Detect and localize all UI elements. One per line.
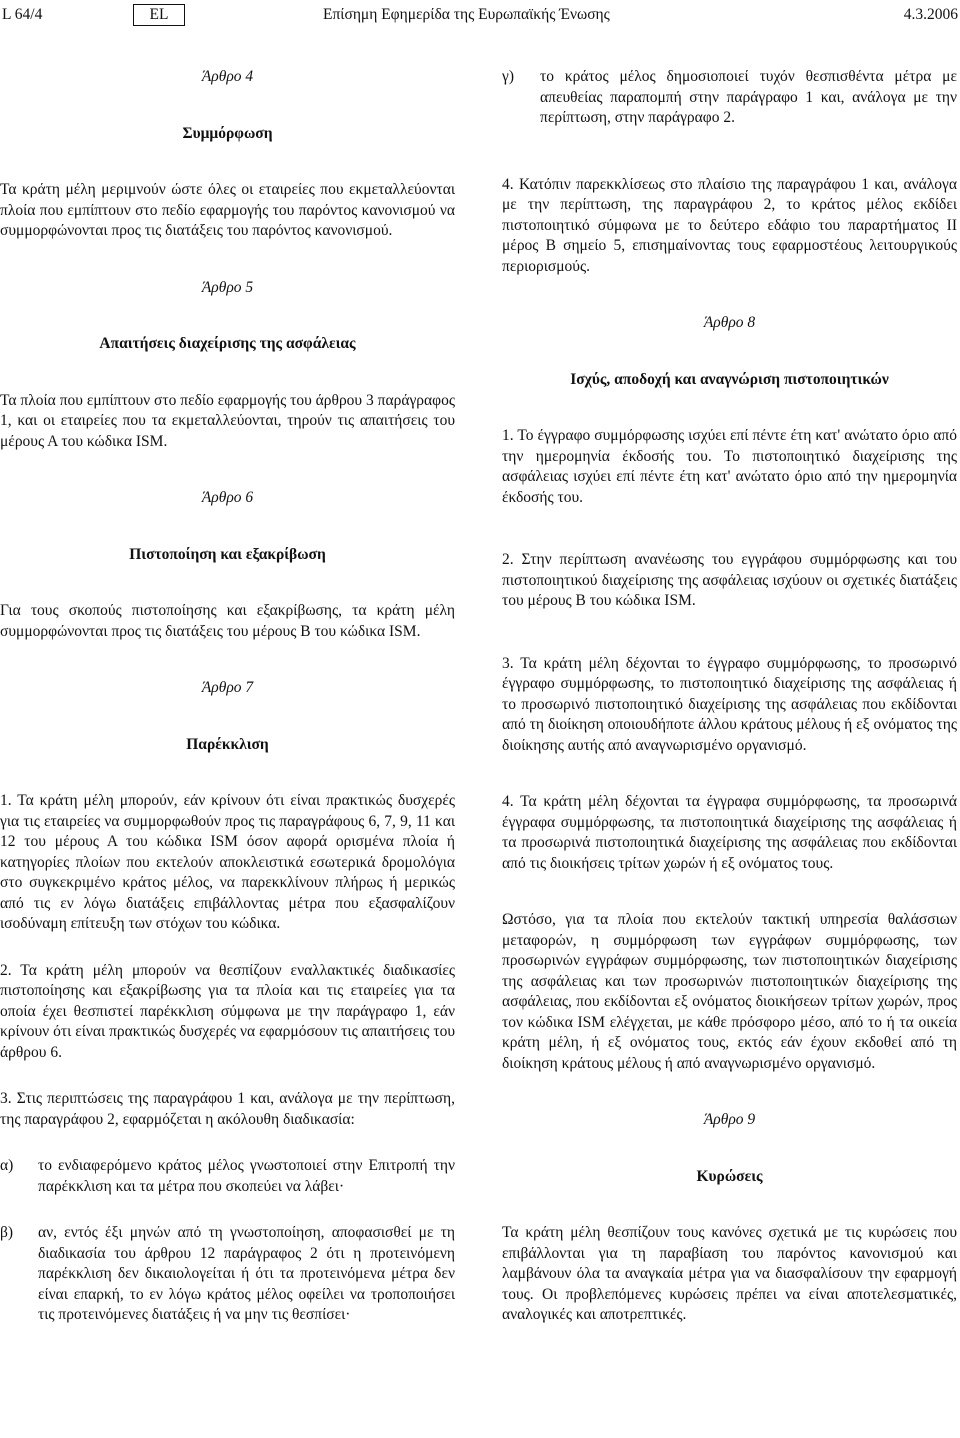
- right-column: [502, 62, 957, 1326]
- article-5-paragraph: Τα πλοία που εμπίπτουν στο πεδίο εφαρμογής του άρθρου 3 παράγραφος 1, και οι εταιρείες που τα εκμεταλλεύονται, τηρούν τις απαιτήσεις του μέρους Α του κώδικα ISM.: [0, 391, 455, 450]
- article-7-paragraph-1: 1. Τα κράτη μέλη μπορούν, εάν κρίνουν ότι είναι πρακτικώς δυσχερές για τις εταιρείες να συμμορφωθούν προς τις παραγράφους 6, 7, 9, 11 και 12 του μέρους Α του κώδικα ISM όσον αφορά ορισμένα πλοία ή κατηγορίες πλοίων που εκτελούν αποκλειστικά εσωτερικά δρομολόγια στο συγκεκριμένο κράτος μέλος, να παρεκκλίνουν πλήρως ή μερικώς από τις εν λόγω διατάξεις επιβάλλοντας μέτρα που εξασφαλίζουν ισοδύναμη επίτευξη των στόχων του κώδικα.: [0, 792, 455, 932]
- article-7-number: Άρθρο 7: [201, 679, 254, 696]
- page-reference: L 64/4: [2, 6, 43, 23]
- article-7-paragraph-4: 4. Κατόπιν παρεκκλίσεως στο πλαίσιο της παραγράφου 1 και, ανάλογα με την περίπτωση, της παραγράφου 2, το κράτος μέλος εκδίδει πιστοποιητικό σύμφωνα με το δεύτερο εδάφιο του παραρτήματος ΙΙ μέρος Β σημείο 5, επισημαίνοντας τους εφαρμοστέους λειτουργικούς περιορισμούς.: [502, 175, 957, 275]
- article-8-paragraph-3: 3. Τα κράτη μέλη δέχονται το έγγραφο συμμόρφωσης, το προσωρινό έγγραφο συμμόρφωσης, το πιστοποιητικό διαχείρισης της ασφάλειας ή το προσωρινό πιστοποιητικό διαχείρισης της ασφάλειας που εκδίδονται από τη διοίκηση οποιουδήποτε άλλου κράτους μέλους ή εξ ονόματος της διοίκησης αυτής από αναγνωρισμένο οργανισμό.: [502, 654, 957, 754]
- issue-date: 4.3.2006: [903, 6, 958, 23]
- page-header: [0, 4, 960, 26]
- list-item-b-label: β): [0, 1224, 14, 1241]
- article-8-paragraph-1: 1. Το έγγραφο συμμόρφωσης ισχύει επί πέντε έτη κατ' ανώτατο όριο από την ημερομηνία έκδοσής του. Το πιστοποιητικό διαχείρισης της ασφάλειας ισχύει επί πέντε έτη κατ' ανώτατο όριο από την ημερομηνία έκδοσής του.: [502, 427, 957, 506]
- article-4-paragraph: Τα κράτη μέλη μεριμνούν ώστε όλες οι εταιρείες που εκμεταλλεύονται πλοία που εμπίπτουν στο πεδίο εφαρμογής του παρόντος κανονισμού να συμμορφώνονται προς τις διατάξεις του παρόντος κανονισμού.: [0, 181, 455, 239]
- left-column: [0, 62, 455, 1326]
- article-8-number: Άρθρο 8: [703, 314, 756, 331]
- list-item-a-text: το ενδιαφερόμενο κράτος μέλος γνωστοποιεί στην Επιτροπή την παρέκκλιση και τα μέτρα που σκοπεύει να λάβει·: [38, 1157, 455, 1195]
- article-7-title: Παρέκκλιση: [186, 735, 269, 753]
- article-9-title: Κυρώσεις: [696, 1167, 763, 1185]
- article-4-title: Συμμόρφωση: [182, 124, 273, 142]
- article-9-number: Άρθρο 9: [703, 1111, 756, 1128]
- language-badge: EL: [133, 4, 185, 26]
- list-item-b: [0, 1223, 455, 1326]
- article-6-title: Πιστοποίηση και εξακρίβωση: [129, 545, 326, 563]
- article-8-paragraph-4: 4. Τα κράτη μέλη δέχονται τα έγγραφα συμμόρφωσης, τα προσωρινά έγγραφα συμμόρφωσης, τα πιστοποιητικά διαχείρισης της ασφάλειας ή τα προσωρινά πιστοποιητικά διαχείρισης της ασφάλειας που εκδίδονται από τις διοικήσεις τρίτων χωρών ή εξ ονόματος τους.: [502, 793, 957, 872]
- list-item-c-label: γ): [502, 68, 515, 85]
- article-5-title: Απαιτήσεις διαχείρισης της ασφάλειας: [99, 335, 356, 352]
- article-6-paragraph: Για τους σκοπούς πιστοποίησης και εξακρίβωσης, τα κράτη μέλη συμμορφώνονται προς τις διατάξεις του μέρους Β του κώδικα ISM.: [0, 602, 455, 640]
- list-item-c-text: το κράτος μέλος δημοσιοποιεί τυχόν θεσπισθέντα μέτρα με απευθείας παραπομπή στην παράγραφο 1 και, ανάλογα με την περίπτωση, στην παράγραφο 2.: [540, 68, 957, 126]
- list-item-a-label: α): [0, 1157, 14, 1174]
- article-9-paragraph: Τα κράτη μέλη θεσπίζουν τους κανόνες σχετικά με τις κυρώσεις που επιβάλλονται για τη παραβίαση του παρόντος κανονισμού και λαμβάνουν όλα τα αναγκαία μέτρα για να διασφαλίσουν την εφαρμογή τους. Οι προβλεπόμενες κυρώσεις πρέπει να είναι αποτελεσματικές, αναλογικές και αποτρεπτικές.: [502, 1224, 957, 1323]
- list-item-a: [0, 1156, 455, 1197]
- article-7-paragraph-3: 3. Στις περιπτώσεις της παραγράφου 1 και, ανάλογα με την περίπτωση, της παραγράφου 2, εφαρμόζεται η ακόλουθη διαδικασία:: [0, 1090, 455, 1128]
- article-7-paragraph-2: 2. Τα κράτη μέλη μπορούν να θεσπίζουν εναλλακτικές διαδικασίες πιστοποίησης και εξακρίβωσης για τα πλοία και τις εταιρείες για τα οποία έχει θεσπιστεί παρέκκλιση σύμφωνα με την παράγραφο 1, εάν κρίνουν ότι είναι πρακτικώς δυσχερές να εφαρμόσουν τις απαιτήσεις του άρθρου 6.: [0, 961, 455, 1061]
- journal-title: Επίσημη Εφημερίδα της Ευρωπαϊκής Ένωσης: [323, 6, 610, 23]
- article-6-number: Άρθρο 6: [201, 489, 254, 506]
- article-8-paragraph-5: Ωστόσο, για τα πλοία που εκτελούν τακτική υπηρεσία θαλάσσιων μεταφορών, η συμμόρφωση των εγγράφων συμμόρφωσης, των προσωρινών εγγράφων συμμόρφωσης, των πιστοποιητικών διαχείρισης της ασφάλειας και των προσωρινών πιστοποιητικών διαχείρισης της ασφάλειας, που εκδίδονται εξ ονόματος διοικήσεων τρίτων χωρών, προς τον κώδικα ISM ελέγχεται, με κάθε πρόσφορο μέσο, από το ή τα οικεία κράτη μέλη, ή εξ ονόματος τους, εκτός εάν έχουν εκδοθεί από τη διοίκηση κράτους μέλους ή από αναγνωρισμένο οργανισμό.: [502, 911, 957, 1072]
- list-item-b-text: αν, εντός έξι μηνών από τη γνωστοποίηση, αποφασισθεί με τη διαδικασία του άρθρου 12 παράγραφος 2 ότι η προτεινόμενη παρέκκλιση δεν δικαιολογείται ή ότι τα προτεινόμενα μέτρα δεν είναι επαρκή, το εν λόγω κράτος μέλος οφείλει να τροποποιήσει τις προτεινόμενες διατάξεις ή να μην τις θεσπίσει·: [38, 1224, 455, 1323]
- article-5-number: Άρθρο 5: [201, 278, 254, 296]
- article-8-paragraph-2: 2. Στην περίπτωση ανανέωσης του εγγράφου συμμόρφωσης και του πιστοποιητικού διαχείρισης της ασφάλειας ισχύουν οι σχετικές διατάξεις του μέρους Β του κώδικα ISM.: [502, 551, 957, 609]
- list-item-c: [502, 67, 957, 129]
- article-4-number: Άρθρο 4: [201, 68, 254, 85]
- article-8-title: Ισχύς, αποδοχή και αναγνώριση πιστοποιητικών: [570, 370, 889, 388]
